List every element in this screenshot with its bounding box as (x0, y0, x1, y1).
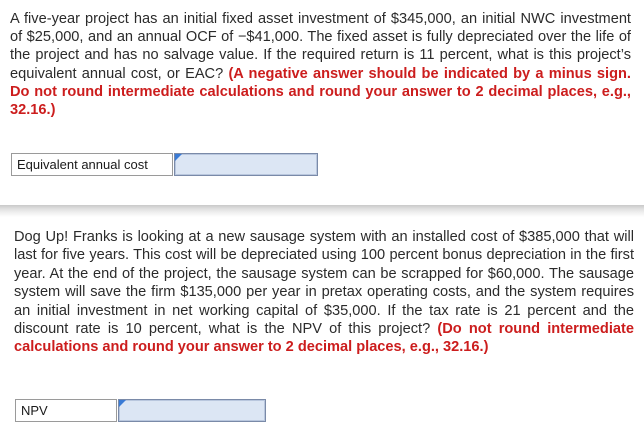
question-1 (10, 10, 631, 119)
question-2 (14, 228, 634, 357)
question-1-instructions: (A negative answer should be indicated by a minus sign. Do not round intermediate calculations and round your answer to 2 decimal places, e.g., 32.16.) (10, 65, 631, 119)
npv-answer-row (15, 399, 266, 422)
npv-answer-input[interactable] (119, 400, 265, 421)
eac-answer-input[interactable] (175, 154, 317, 175)
npv-answer-field[interactable] (118, 399, 266, 422)
input-corner-icon (119, 400, 126, 407)
section-divider (0, 205, 644, 217)
question-2-instructions: (Do not round intermediate calculations and round your answer to 2 decimal places, e.g., 32.16.) (14, 321, 634, 356)
eac-answer-field[interactable] (174, 153, 318, 176)
question-1-text: A five-year project has an initial fixed asset investment of $345,000, an initial NWC investment of $25,000, and an annual OCF of −$41,000. The fixed asset is fully depreciated over the life of the project and has no salvage value. If the required return is 11 percent, what is this project’s equivalent annual cost, or EAC? (10, 11, 631, 82)
input-corner-icon (175, 154, 182, 161)
eac-answer-row (11, 153, 318, 176)
eac-answer-label: Equivalent annual cost (11, 153, 173, 176)
npv-answer-label: NPV (15, 399, 117, 422)
question-2-text: Dog Up! Franks is looking at a new sausage system with an installed cost of $385,000 that will last for five years. This cost will be depreciated using 100 percent bonus depreciation in the first year. At the end of the project, the sausage system can be scrapped for $60,000. The sausage system will save the firm $135,000 per year in pretax operating costs, and the system requires an initial investment in net working capital of $35,000. If the tax rate is 21 percent and the discount rate is 10 percent, what is the NPV of this project? (14, 229, 634, 338)
